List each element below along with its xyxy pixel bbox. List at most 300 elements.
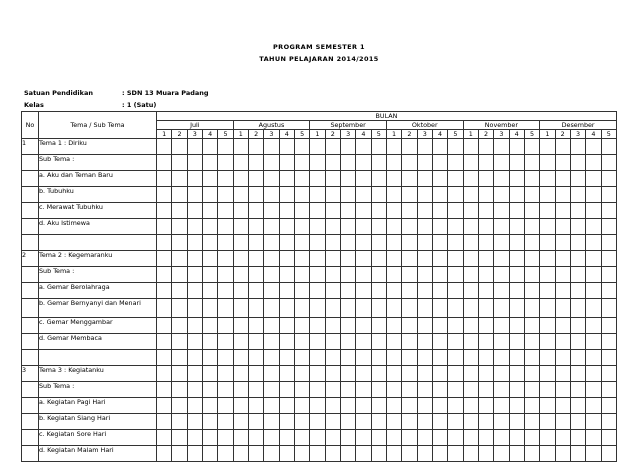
schedule-cell <box>172 283 187 299</box>
schedule-cell <box>601 283 616 299</box>
schedule-cell <box>448 430 463 446</box>
schedule-cell <box>371 299 386 318</box>
schedule-cell <box>218 446 233 462</box>
table-row <box>22 366 617 382</box>
schedule-cell <box>248 299 263 318</box>
schedule-cell <box>601 235 616 251</box>
schedule-cell <box>386 283 401 299</box>
schedule-cell <box>386 235 401 251</box>
schedule-cell <box>417 267 432 283</box>
schedule-cell <box>570 235 585 251</box>
schedule-cell <box>386 350 401 366</box>
schedule-cell <box>570 219 585 235</box>
table-row <box>22 187 617 203</box>
schedule-cell <box>325 283 340 299</box>
schedule-cell <box>386 203 401 219</box>
schedule-cell <box>432 187 447 203</box>
schedule-cell <box>157 251 172 267</box>
schedule-cell <box>187 267 202 283</box>
schedule-cell <box>187 366 202 382</box>
schedule-cell <box>555 318 570 334</box>
schedule-cell <box>356 299 371 318</box>
schedule-cell <box>432 251 447 267</box>
schedule-cell <box>524 155 539 171</box>
schedule-cell <box>264 430 279 446</box>
schedule-cell <box>402 414 417 430</box>
schedule-cell <box>448 350 463 366</box>
schedule-cell <box>494 430 509 446</box>
schedule-cell <box>233 414 248 430</box>
schedule-cell <box>417 235 432 251</box>
schedule-cell <box>417 187 432 203</box>
schedule-cell <box>233 430 248 446</box>
schedule-cell <box>325 219 340 235</box>
schedule-cell <box>494 299 509 318</box>
schedule-cell <box>279 299 294 318</box>
schedule-cell <box>264 366 279 382</box>
schedule-cell <box>233 318 248 334</box>
schedule-cell <box>463 430 478 446</box>
schedule-cell <box>478 382 493 398</box>
schedule-cell <box>448 235 463 251</box>
schedule-cell <box>218 235 233 251</box>
schedule-cell <box>402 382 417 398</box>
schedule-cell <box>248 139 263 155</box>
week-header: 4 <box>586 130 601 139</box>
schedule-cell <box>524 350 539 366</box>
schedule-cell <box>340 171 355 187</box>
schedule-cell <box>294 299 309 318</box>
schedule-cell <box>233 171 248 187</box>
schedule-cell <box>586 171 601 187</box>
schedule-cell <box>509 430 524 446</box>
schedule-cell <box>218 350 233 366</box>
schedule-cell <box>432 446 447 462</box>
schedule-cell <box>248 171 263 187</box>
schedule-cell <box>478 350 493 366</box>
schedule-cell <box>233 235 248 251</box>
schedule-cell <box>540 398 555 414</box>
schedule-cell <box>218 155 233 171</box>
row-theme-text: Sub Tema : <box>39 155 157 171</box>
schedule-cell <box>325 366 340 382</box>
week-header: 4 <box>202 130 217 139</box>
schedule-cell <box>540 382 555 398</box>
schedule-cell <box>463 334 478 350</box>
schedule-cell <box>187 430 202 446</box>
schedule-cell <box>402 446 417 462</box>
row-theme-text <box>39 235 157 251</box>
schedule-cell <box>187 187 202 203</box>
schedule-cell <box>202 219 217 235</box>
row-theme-text <box>39 350 157 366</box>
schedule-cell <box>279 283 294 299</box>
schedule-cell <box>157 155 172 171</box>
schedule-cell <box>340 155 355 171</box>
table-row <box>22 267 617 283</box>
week-header: 2 <box>478 130 493 139</box>
schedule-cell <box>340 219 355 235</box>
schedule-cell <box>310 187 325 203</box>
schedule-cell <box>570 398 585 414</box>
schedule-cell <box>294 318 309 334</box>
schedule-cell <box>494 187 509 203</box>
schedule-cell <box>157 350 172 366</box>
schedule-cell <box>279 446 294 462</box>
row-number <box>22 382 39 398</box>
header-bulan: BULAN <box>157 112 617 121</box>
schedule-cell <box>555 171 570 187</box>
schedule-cell <box>601 446 616 462</box>
row-theme-text: Tema 1 : Diriku <box>39 139 157 155</box>
schedule-cell <box>540 350 555 366</box>
schedule-cell <box>264 350 279 366</box>
schedule-cell <box>157 414 172 430</box>
schedule-cell <box>586 251 601 267</box>
schedule-cell <box>218 251 233 267</box>
schedule-cell <box>233 299 248 318</box>
schedule-cell <box>202 203 217 219</box>
schedule-cell <box>325 446 340 462</box>
schedule-cell <box>310 446 325 462</box>
header-no: No <box>22 112 39 139</box>
schedule-cell <box>540 219 555 235</box>
schedule-cell <box>157 318 172 334</box>
schedule-cell <box>402 139 417 155</box>
schedule-cell <box>555 446 570 462</box>
schedule-cell <box>340 334 355 350</box>
schedule-cell <box>586 350 601 366</box>
schedule-cell <box>448 283 463 299</box>
schedule-cell <box>540 299 555 318</box>
schedule-cell <box>340 398 355 414</box>
schedule-cell <box>248 414 263 430</box>
schedule-cell <box>172 171 187 187</box>
schedule-cell <box>157 219 172 235</box>
schedule-cell <box>340 187 355 203</box>
schedule-cell <box>601 382 616 398</box>
schedule-cell <box>555 382 570 398</box>
row-theme-text: d. Kegiatan Malam Hari <box>39 446 157 462</box>
schedule-cell <box>202 350 217 366</box>
schedule-cell <box>264 203 279 219</box>
schedule-cell <box>187 382 202 398</box>
schedule-cell <box>233 251 248 267</box>
schedule-cell <box>172 430 187 446</box>
schedule-cell <box>157 446 172 462</box>
schedule-cell <box>187 203 202 219</box>
schedule-cell <box>218 382 233 398</box>
schedule-cell <box>463 446 478 462</box>
row-theme-text: d. Aku Istimewa <box>39 219 157 235</box>
schedule-cell <box>202 414 217 430</box>
schedule-cell <box>586 187 601 203</box>
row-theme-text: Tema 3 : Kegiatanku <box>39 366 157 382</box>
schedule-cell <box>294 235 309 251</box>
week-header: 2 <box>555 130 570 139</box>
schedule-cell <box>187 283 202 299</box>
schedule-cell <box>325 155 340 171</box>
schedule-cell <box>524 283 539 299</box>
schedule-cell <box>540 283 555 299</box>
schedule-cell <box>310 318 325 334</box>
schedule-cell <box>524 398 539 414</box>
schedule-cell <box>555 430 570 446</box>
schedule-cell <box>279 219 294 235</box>
schedule-cell <box>218 139 233 155</box>
month-header: Agustus <box>233 121 310 130</box>
schedule-cell <box>402 267 417 283</box>
week-header: 4 <box>356 130 371 139</box>
schedule-cell <box>386 382 401 398</box>
week-header: 5 <box>371 130 386 139</box>
schedule-cell <box>402 366 417 382</box>
schedule-cell <box>325 139 340 155</box>
schedule-cell <box>279 318 294 334</box>
schedule-cell <box>248 187 263 203</box>
schedule-cell <box>279 267 294 283</box>
schedule-cell <box>340 350 355 366</box>
week-header: 5 <box>601 130 616 139</box>
schedule-cell <box>187 171 202 187</box>
schedule-cell <box>417 171 432 187</box>
schedule-cell <box>570 446 585 462</box>
schedule-cell <box>586 267 601 283</box>
schedule-cell <box>325 334 340 350</box>
schedule-cell <box>218 414 233 430</box>
document-title: PROGRAM SEMESTER 1 <box>273 43 365 51</box>
schedule-cell <box>248 430 263 446</box>
schedule-cell <box>371 219 386 235</box>
schedule-cell <box>172 366 187 382</box>
schedule-cell <box>586 430 601 446</box>
schedule-cell <box>264 267 279 283</box>
schedule-cell <box>172 414 187 430</box>
schedule-cell <box>524 187 539 203</box>
schedule-cell <box>524 171 539 187</box>
table-row <box>22 251 617 267</box>
schedule-cell <box>202 251 217 267</box>
schedule-cell <box>540 430 555 446</box>
row-number: 1 <box>22 139 39 155</box>
schedule-cell <box>524 446 539 462</box>
schedule-cell <box>417 350 432 366</box>
row-number <box>22 187 39 203</box>
table-row <box>22 430 617 446</box>
schedule-cell <box>264 187 279 203</box>
schedule-cell <box>509 366 524 382</box>
schedule-cell <box>371 430 386 446</box>
schedule-cell <box>187 251 202 267</box>
schedule-cell <box>494 350 509 366</box>
schedule-cell <box>509 155 524 171</box>
schedule-cell <box>325 382 340 398</box>
schedule-cell <box>157 235 172 251</box>
schedule-cell <box>157 382 172 398</box>
schedule-cell <box>356 171 371 187</box>
schedule-cell <box>555 235 570 251</box>
schedule-cell <box>494 414 509 430</box>
schedule-cell <box>294 430 309 446</box>
schedule-cell <box>279 414 294 430</box>
schedule-cell <box>233 203 248 219</box>
week-header: 1 <box>540 130 555 139</box>
schedule-cell <box>279 430 294 446</box>
schedule-cell <box>310 398 325 414</box>
schedule-cell <box>463 318 478 334</box>
table-row <box>22 283 617 299</box>
month-header: November <box>463 121 540 130</box>
schedule-cell <box>417 299 432 318</box>
schedule-cell <box>340 139 355 155</box>
schedule-cell <box>202 187 217 203</box>
schedule-cell <box>172 235 187 251</box>
schedule-cell <box>279 155 294 171</box>
schedule-cell <box>586 299 601 318</box>
schedule-cell <box>570 414 585 430</box>
schedule-cell <box>586 203 601 219</box>
schedule-cell <box>202 283 217 299</box>
class-label: Kelas <box>24 101 44 109</box>
schedule-cell <box>494 203 509 219</box>
schedule-cell <box>294 187 309 203</box>
schedule-cell <box>494 235 509 251</box>
schedule-cell <box>570 350 585 366</box>
schedule-cell <box>555 398 570 414</box>
schedule-cell <box>463 187 478 203</box>
week-header: 3 <box>494 130 509 139</box>
schedule-cell <box>448 155 463 171</box>
schedule-cell <box>233 350 248 366</box>
schedule-cell <box>187 318 202 334</box>
schedule-cell <box>294 139 309 155</box>
week-header: 2 <box>172 130 187 139</box>
schedule-cell <box>417 414 432 430</box>
table-row <box>22 203 617 219</box>
schedule-cell <box>386 334 401 350</box>
schedule-cell <box>356 334 371 350</box>
schedule-cell <box>172 155 187 171</box>
schedule-cell <box>218 398 233 414</box>
schedule-cell <box>386 414 401 430</box>
schedule-cell <box>417 318 432 334</box>
schedule-cell <box>417 366 432 382</box>
schedule-cell <box>601 318 616 334</box>
schedule-cell <box>586 139 601 155</box>
schedule-cell <box>417 251 432 267</box>
schedule-cell <box>172 318 187 334</box>
schedule-cell <box>356 398 371 414</box>
row-number <box>22 430 39 446</box>
schedule-cell <box>157 283 172 299</box>
row-number <box>22 155 39 171</box>
schedule-cell <box>417 155 432 171</box>
schedule-cell <box>310 139 325 155</box>
schedule-cell <box>586 334 601 350</box>
schedule-cell <box>601 251 616 267</box>
schedule-cell <box>279 139 294 155</box>
schedule-cell <box>463 235 478 251</box>
schedule-cell <box>172 203 187 219</box>
schedule-cell <box>509 171 524 187</box>
schedule-cell <box>371 251 386 267</box>
schedule-cell <box>509 235 524 251</box>
schedule-cell <box>279 235 294 251</box>
schedule-cell <box>586 235 601 251</box>
table-row <box>22 171 617 187</box>
schedule-cell <box>386 267 401 283</box>
schedule-cell <box>248 382 263 398</box>
header-tema: Tema / Sub Tema <box>39 112 157 139</box>
school-label: Satuan Pendidikan <box>24 89 93 97</box>
schedule-cell <box>233 219 248 235</box>
schedule-cell <box>279 398 294 414</box>
schedule-cell <box>294 398 309 414</box>
schedule-cell <box>448 171 463 187</box>
schedule-cell <box>248 219 263 235</box>
schedule-cell <box>432 155 447 171</box>
schedule-cell <box>586 155 601 171</box>
schedule-cell <box>540 414 555 430</box>
schedule-cell <box>310 219 325 235</box>
schedule-cell <box>417 334 432 350</box>
schedule-cell <box>494 267 509 283</box>
schedule-cell <box>248 283 263 299</box>
schedule-cell <box>157 187 172 203</box>
schedule-cell <box>448 187 463 203</box>
table-row <box>22 318 617 334</box>
schedule-cell <box>356 267 371 283</box>
row-theme-text: c. Gemar Menggambar <box>39 318 157 334</box>
schedule-cell <box>463 139 478 155</box>
schedule-cell <box>279 187 294 203</box>
schedule-cell <box>540 251 555 267</box>
schedule-cell <box>202 235 217 251</box>
schedule-cell <box>586 366 601 382</box>
schedule-cell <box>248 366 263 382</box>
schedule-cell <box>524 139 539 155</box>
schedule-cell <box>310 203 325 219</box>
schedule-cell <box>294 382 309 398</box>
schedule-cell <box>172 219 187 235</box>
schedule-cell <box>340 430 355 446</box>
schedule-cell <box>555 334 570 350</box>
schedule-cell <box>233 187 248 203</box>
week-header: 5 <box>218 130 233 139</box>
schedule-cell <box>187 235 202 251</box>
schedule-cell <box>248 235 263 251</box>
schedule-cell <box>448 139 463 155</box>
schedule-cell <box>371 334 386 350</box>
schedule-cell <box>463 155 478 171</box>
schedule-cell <box>340 283 355 299</box>
schedule-cell <box>310 366 325 382</box>
schedule-cell <box>586 318 601 334</box>
schedule-cell <box>371 414 386 430</box>
schedule-cell <box>356 139 371 155</box>
schedule-cell <box>402 203 417 219</box>
schedule-cell <box>294 414 309 430</box>
schedule-cell <box>172 334 187 350</box>
schedule-cell <box>294 219 309 235</box>
schedule-cell <box>432 267 447 283</box>
schedule-cell <box>202 366 217 382</box>
row-theme-text: c. Merawat Tubuhku <box>39 203 157 219</box>
week-header: 3 <box>570 130 585 139</box>
schedule-cell <box>325 398 340 414</box>
schedule-cell <box>233 267 248 283</box>
table-row <box>22 299 617 318</box>
